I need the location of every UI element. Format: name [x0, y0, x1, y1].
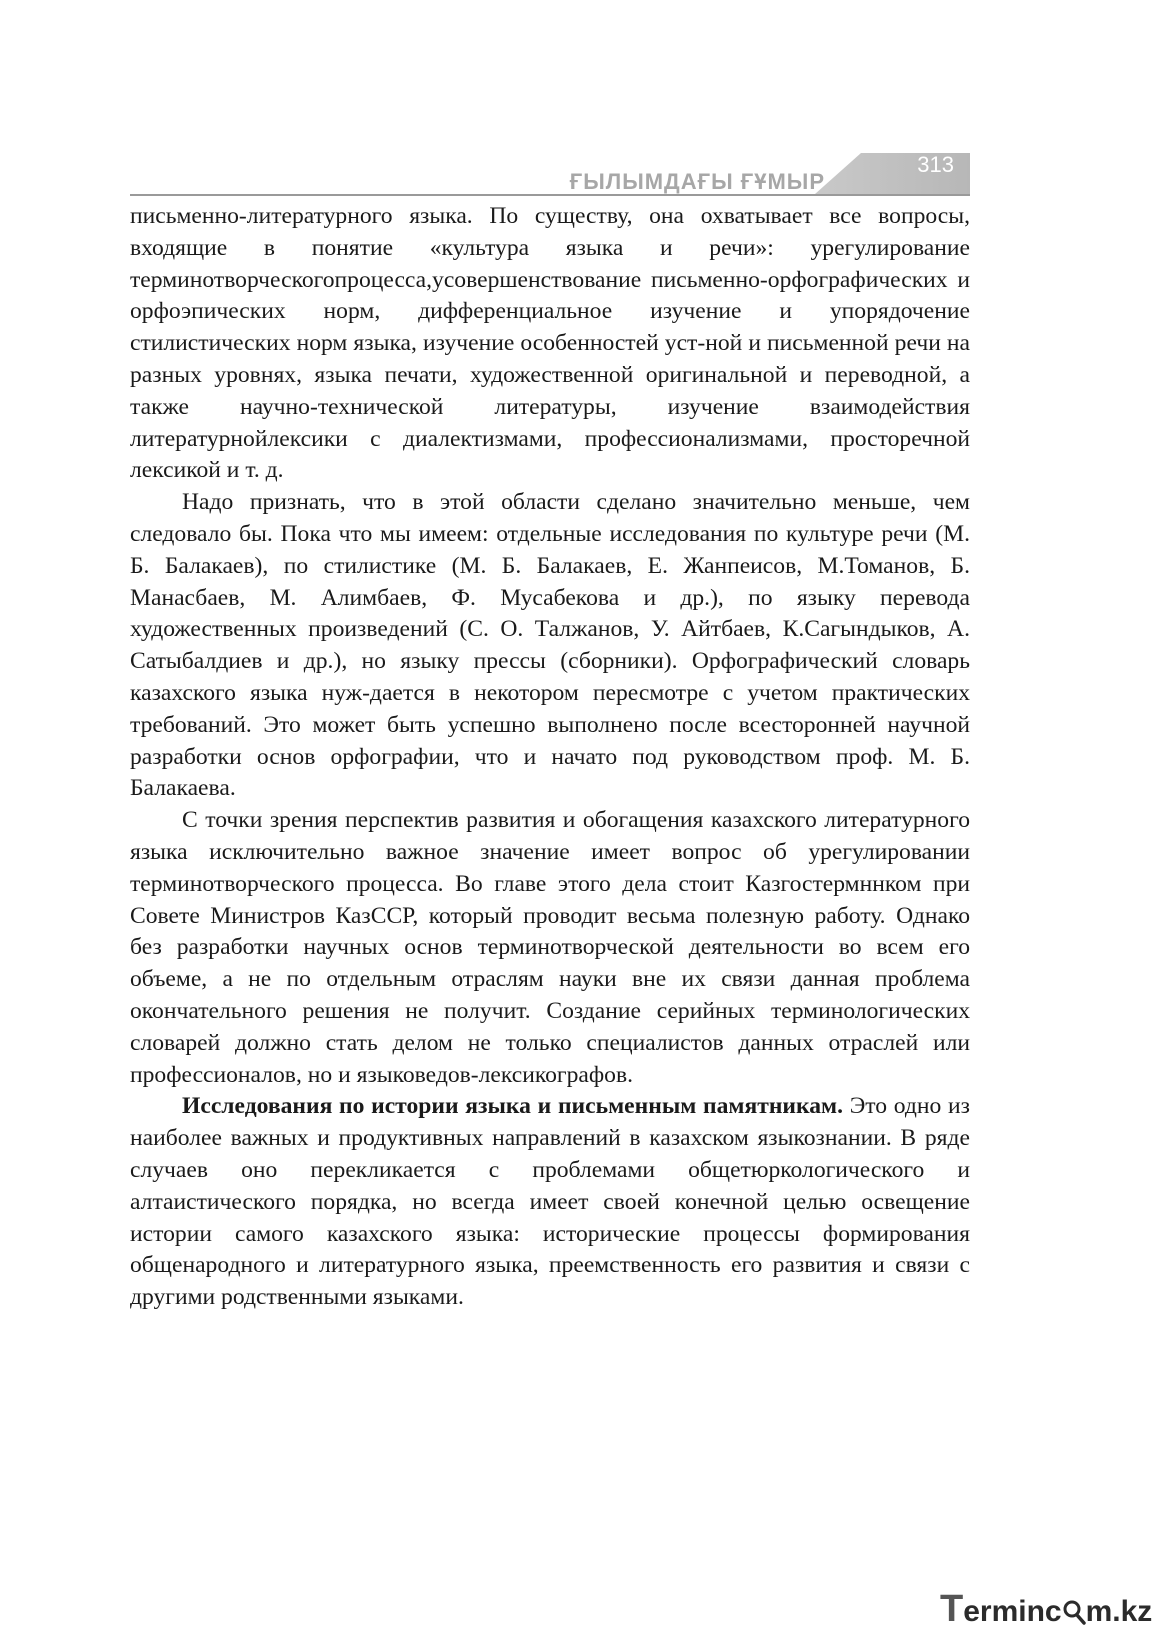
paragraph-text: С точки зрения перспектив развития и обогащения казахского литературного языка исключительно важное значение имеет вопрос об урегулировании терминотворческого процесса. Во главе этого дела стоит Казгостермннком при Совете Министров КазССР, который проводит весьма полезную работу. Однако без разработки научных основ терминотворческой деятельности во всем его объеме, а не по отдельным отраслям науки вне их связи данная проблема окончательного решения не получит. Создание серийных терминологических словарей должно стать делом не только специалистов данных отраслей или профессионалов, но и языковедов-лексикографов. [130, 807, 970, 1088]
paragraph [130, 487, 970, 805]
header-rule [130, 194, 970, 196]
paragraph-text: Надо признать, что в этой области сделано значительно меньше, чем следовало бы. Пока что мы имеем: отдельные исследования по культуре речи (М. Б. Балакаев), по стилистике (М. Б. Балакаев, Е. Жанпеисов, М.Томанов, Б. Манасбаев, М. Алимбаев, Ф. Мусабекова и др.), по языку перевода художественных произведений (С. О. Талжанов, У. Айтбаев, К.Сагындыков, А. Сатыбалдиев и др.), но языку прессы (сборники). Орфографический словарь казахского языка нуж-дается в некотором пересмотре с учетом практических требований. Это может быть успешно выполнено после всесторонней научной разработки основ орфографии, что и начато под руководством проф. М. Б. Балакаева. [130, 489, 970, 802]
running-title: ҒЫЛЫМДАҒЫ ҒҰМЫР [569, 169, 825, 194]
page-number-tab [815, 150, 970, 194]
paragraph [130, 1091, 970, 1314]
site-watermark [940, 1588, 1152, 1631]
paragraph-text: Это одно из наиболее важных и продуктивных направлений в казахском языкознании. В ряде случаев оно перекликается с проблемами общетюркологического и алтаистического порядка, но всегда имеет своей конечной целью освещение истории самого казахского языка: исторические процессы формирования общенародного и литературного языка, преемственность его развития и связи с другими родственными языками. [130, 1093, 970, 1311]
body-text [130, 201, 970, 1314]
page-header [130, 150, 970, 196]
page-number: 313 [917, 152, 954, 177]
paragraph-lead: Исследования по истории языка и письменным памятникам. [182, 1093, 844, 1120]
watermark-tail: m.kz [1085, 1595, 1153, 1628]
watermark-text: erminc [963, 1595, 1062, 1628]
paragraph [130, 201, 970, 487]
magnifier-icon [1062, 1599, 1086, 1625]
paragraph-text: письменно-литературного языка. По существу, она охватывает все вопросы, входящие в понятие «культура языка и речи»: урегулирование терминотворческогопроцесса,усовершенствование письменно-орфографических и орфоэпических норм, дифференциальное изучение и упорядочение стилистических норм языка, изучение особенностей уст-ной и письменной речи на разных уровнях, языка печати, художественной оригинальной и переводной, а также научно-технической литературы, изучение взаимодействия литературнойлексики с диалектизмами, профессионализмами, просторечной лексикой и т. д. [130, 203, 970, 484]
watermark-lead-letter: T [940, 1588, 964, 1630]
paragraph [130, 805, 970, 1091]
